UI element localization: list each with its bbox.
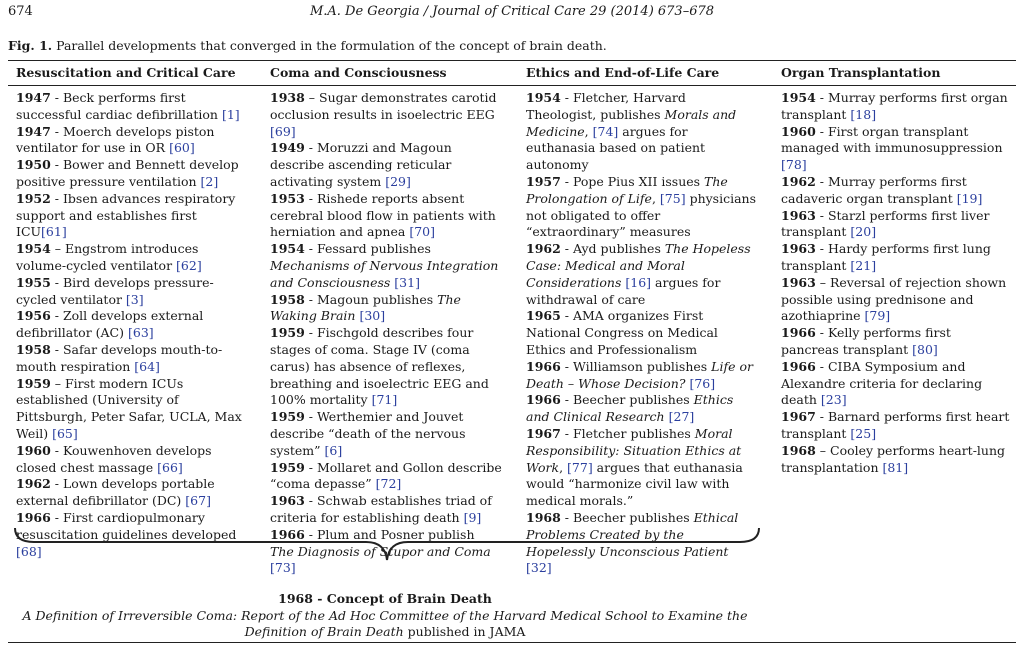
reference-link[interactable]: [70]: [409, 224, 435, 240]
entry-separator: -: [815, 241, 828, 257]
reference-link[interactable]: [29]: [385, 173, 411, 189]
entry-year: 1957: [526, 173, 561, 189]
entry-separator: -: [815, 207, 828, 223]
entry-separator: -: [50, 190, 63, 206]
entry-separator: -: [304, 459, 317, 475]
entry-text: Reversal of rejection shown possible using prednisone and azothiaprine: [781, 274, 1007, 324]
entry-text: Zoll develops external defibrillator (AC): [16, 308, 204, 341]
entry-separator: –: [815, 442, 830, 458]
reference-link[interactable]: [71]: [371, 392, 398, 408]
timeline-entry: [781, 275, 1011, 325]
entry-year: 1965: [526, 308, 561, 324]
entry-text: Ayd publishes: [572, 241, 665, 257]
timeline-entry: [270, 90, 502, 140]
entry-year: 1954: [270, 241, 305, 257]
reference-link[interactable]: [68]: [16, 543, 42, 559]
entry-separator: -: [304, 325, 317, 341]
reference-link[interactable]: [62]: [176, 257, 202, 273]
entry-text: Lown develops portable external defibrillator (DC): [16, 476, 215, 509]
reference-link[interactable]: [69]: [270, 123, 296, 139]
entry-year: 1967: [781, 409, 816, 425]
entry-text: Williamson publishes: [572, 358, 712, 374]
timeline-entry: [781, 174, 1011, 208]
timeline-entry: [781, 359, 1011, 409]
figure-label: Fig. 1.: [8, 38, 53, 53]
entry-year: 1968: [781, 442, 816, 458]
entry-separator: -: [815, 409, 828, 425]
entry-text: Engstrom introduces volume-cycled ventilator: [16, 241, 199, 273]
column-coma: [270, 90, 502, 577]
reference-link[interactable]: [18]: [850, 106, 877, 122]
timeline-entry: [526, 174, 756, 241]
entry-year: 1959: [270, 459, 305, 475]
reference-link[interactable]: [74]: [592, 123, 619, 139]
concept-subtitle-tail: published in JAMA: [403, 624, 526, 639]
timeline-entry: [526, 392, 756, 426]
entry-separator: -: [304, 291, 317, 307]
entry-separator: -: [50, 274, 63, 290]
entry-text: Fischgold describes four stages of coma. Stage IV (coma carus) has absence of reflexes, breathing and isoelectric EEG and 100% mortality: [270, 325, 489, 408]
entry-year: 1958: [270, 291, 305, 307]
reference-link[interactable]: [2]: [200, 173, 219, 189]
column-heading-transplantation: Organ Transplantation: [781, 65, 941, 80]
reference-link[interactable]: [30]: [359, 308, 386, 324]
timeline-entry: [16, 157, 248, 191]
entry-separator: -: [815, 173, 828, 189]
reference-link[interactable]: [23]: [820, 392, 847, 408]
entry-text: Beecher publishes: [572, 392, 694, 408]
entry-text: Schwab establishes triad of criteria for establishing death: [270, 493, 492, 525]
entry-text: ,: [559, 459, 568, 475]
entry-separator: -: [815, 123, 828, 139]
timeline-entry: [781, 90, 1011, 124]
entry-text: Fessard publishes: [316, 241, 431, 257]
entry-text: First modern ICUs established (University of Pittsburgh, Peter Safar, UCLA, Max Weil): [16, 375, 242, 441]
entry-text: Safar develops mouth-to-mouth respiration: [16, 341, 223, 374]
timeline-entry: [270, 191, 502, 241]
entry-year: 1963: [781, 241, 816, 257]
entry-year: 1962: [16, 476, 51, 492]
entry-text: Starzl performs first liver transplant: [781, 207, 990, 240]
entry-year: 1966: [270, 526, 305, 542]
table-rule-bottom: [8, 642, 1016, 643]
entry-text: ,: [651, 190, 660, 206]
publication-title: Ethical Problems Created by the Hopelessly Unconscious Patient: [526, 509, 739, 559]
timeline-entry: [16, 124, 248, 158]
entry-text: Hardy performs first lung transplant: [781, 241, 991, 273]
entry-separator: -: [815, 325, 828, 341]
timeline-entry: [526, 308, 756, 358]
entry-year: 1954: [16, 241, 51, 257]
entry-text: Bird develops pressure-cycled ventilator: [16, 274, 214, 307]
entry-text: First cardiopulmonary resuscitation guidelines developed: [16, 509, 237, 542]
reference-link[interactable]: [65]: [52, 425, 78, 441]
reference-link[interactable]: [21]: [850, 257, 877, 273]
entry-text: CIBA Symposium and Alexandre criteria for declaring death: [781, 358, 983, 408]
timeline-entry: [16, 90, 248, 124]
publication-title: Moral Responsibility: Situation Ethics at Work: [526, 425, 742, 475]
timeline-entry: [781, 409, 1011, 443]
entry-year: 1947: [16, 123, 51, 139]
reference-link[interactable]: [75]: [659, 190, 686, 206]
timeline-entry: [16, 191, 248, 241]
entry-text: Mollaret and Gollon describe “coma depasse”: [270, 459, 502, 492]
reference-link[interactable]: [63]: [127, 325, 154, 341]
entry-text: argues for euthanasia based on patient autonomy: [526, 123, 706, 173]
entry-year: 1955: [16, 274, 51, 290]
entry-text: Moruzzi and Magoun describe ascending reticular activating system: [270, 140, 452, 189]
publication-title: The Hopeless Case: Medical and Moral Considerations: [526, 241, 751, 290]
reference-link[interactable]: [72]: [375, 476, 402, 492]
timeline-entry: [526, 426, 756, 510]
entry-year: 1947: [16, 90, 51, 105]
timeline-entry: [781, 241, 1011, 275]
entry-text: Murray performs first organ transplant: [781, 90, 1008, 122]
reference-link[interactable]: [27]: [668, 409, 695, 425]
publication-title: Morals and Medicine: [526, 106, 737, 139]
reference-link[interactable]: [78]: [781, 157, 807, 173]
entry-separator: -: [560, 173, 573, 189]
reference-link[interactable]: [73]: [270, 560, 296, 576]
column-heading-resuscitation: Resuscitation and Critical Care: [16, 65, 236, 80]
timeline-entry: [16, 443, 248, 477]
entry-year: 1959: [16, 375, 51, 391]
table-rule-top: [8, 60, 1016, 61]
timeline-entry: [781, 443, 1011, 477]
timeline-entry: [526, 241, 756, 308]
entry-year: 1968: [526, 509, 561, 525]
reference-link[interactable]: [19]: [956, 190, 983, 206]
entry-text: Rishede reports absent cerebral blood flow in patients with herniation and apnea: [270, 190, 496, 240]
entry-text: physicians not obligated to offer “extraordinary” measures: [526, 190, 757, 240]
publication-title: Ethics and Clinical Research: [526, 392, 734, 425]
reference-link[interactable]: [60]: [169, 140, 195, 156]
entry-text: Ibsen advances respiratory support and establishes first ICU: [16, 190, 236, 240]
entry-separator: -: [50, 90, 63, 105]
reference-link[interactable]: [81]: [882, 459, 909, 475]
entry-year: 1966: [526, 392, 561, 408]
timeline-entry: [16, 241, 248, 275]
entry-text: Fletcher publishes: [572, 425, 695, 441]
entry-year: 1938: [270, 90, 305, 105]
entry-year: 1953: [270, 190, 305, 206]
entry-year: 1962: [526, 241, 561, 257]
figure-caption: [8, 38, 607, 53]
reference-link[interactable]: [61]: [41, 224, 67, 240]
entry-year: 1963: [781, 274, 816, 290]
entry-text: Plum and Posner publish: [316, 526, 475, 542]
entry-separator: -: [50, 341, 63, 357]
reference-link[interactable]: [16]: [625, 274, 652, 290]
reference-link[interactable]: [79]: [864, 308, 891, 324]
entry-text: Fletcher, Harvard Theologist, publishes: [526, 90, 686, 122]
reference-link[interactable]: [9]: [463, 509, 482, 525]
entry-separator: -: [304, 493, 317, 509]
entry-separator: –: [50, 375, 65, 391]
timeline-entry: [270, 493, 502, 527]
entry-text: First organ transplant managed with immunosuppression: [781, 123, 1003, 156]
concept-subtitle: [0, 608, 770, 641]
timeline-entry: [270, 409, 502, 459]
converging-brace: [14, 526, 760, 562]
timeline-entry: [16, 275, 248, 309]
entry-year: 1966: [526, 358, 561, 374]
reference-link[interactable]: [3]: [125, 291, 144, 307]
timeline-entry: [16, 342, 248, 376]
entry-separator: –: [815, 274, 830, 290]
column-resuscitation: [16, 90, 248, 560]
column-heading-ethics: Ethics and End-of-Life Care: [526, 65, 720, 80]
reference-link[interactable]: [64]: [134, 358, 160, 374]
entry-text: Kouwenhoven develops closed chest massage: [16, 442, 212, 475]
reference-link[interactable]: [20]: [850, 224, 877, 240]
entry-separator: -: [560, 358, 573, 374]
entry-separator: -: [304, 241, 317, 257]
entry-text: Murray performs first cadaveric organ transplant: [781, 173, 967, 206]
entry-text: Werthemier and Jouvet describe “death of the nervous system”: [270, 409, 466, 458]
entry-separator: -: [560, 509, 573, 525]
entry-separator: –: [50, 241, 65, 257]
reference-link[interactable]: [25]: [850, 425, 877, 441]
entry-year: 1949: [270, 140, 305, 156]
running-header: M.A. De Georgia / Journal of Critical Care 29 (2014) 673–678: [309, 4, 715, 19]
entry-separator: -: [50, 123, 63, 139]
entry-text: Sugar demonstrates carotid occlusion results in isoelectric EEG: [270, 90, 497, 122]
entry-text: Cooley performs heart-lung transplantation: [781, 442, 1006, 475]
entry-year: 1963: [270, 493, 305, 509]
timeline-entry: [781, 208, 1011, 242]
entry-separator: –: [304, 90, 319, 105]
concept-subtitle-italic: A Definition of Irreversible Coma: Report of the Ad Hoc Committee of the Harvard Medical School to Examine the Definition of Brain Death: [22, 607, 748, 639]
publication-title: The Diagnosis of Stupor and Coma: [270, 543, 491, 559]
entry-separator: -: [560, 241, 573, 257]
reference-link[interactable]: [76]: [689, 375, 716, 391]
reference-link[interactable]: [66]: [157, 459, 183, 475]
reference-link[interactable]: [67]: [185, 493, 211, 509]
entry-separator: -: [50, 509, 63, 525]
timeline-entry: [16, 308, 248, 342]
entry-text: Pope Pius XII issues: [572, 173, 705, 189]
entry-text: Moerch develops piston ventilator for use in OR: [16, 123, 215, 156]
column-transplantation: [781, 90, 1011, 476]
entry-text: Barnard performs first heart transplant: [781, 409, 1010, 441]
entry-year: 1959: [270, 325, 305, 341]
entry-separator: -: [50, 476, 63, 492]
entry-year: 1960: [16, 442, 51, 458]
timeline-entry: [526, 359, 756, 393]
timeline-entry: [781, 124, 1011, 174]
timeline-entry: [781, 325, 1011, 359]
entry-year: 1966: [781, 325, 816, 341]
reference-link[interactable]: [1]: [221, 106, 240, 122]
entry-text: ,: [584, 123, 593, 139]
entry-separator: -: [560, 392, 573, 408]
entry-separator: -: [304, 526, 317, 542]
entry-text: Magoun publishes: [316, 291, 438, 307]
publication-title: Mechanisms of Nervous Integration and Consciousness: [270, 257, 499, 290]
entry-separator: -: [50, 157, 63, 173]
entry-text: Kelly performs first pancreas transplant: [781, 325, 951, 357]
entry-separator: -: [304, 140, 317, 156]
entry-year: 1966: [781, 358, 816, 374]
entry-year: 1962: [781, 173, 816, 189]
publication-title: The Waking Brain: [270, 291, 461, 324]
concept-title: 1968 - Concept of Brain Death: [278, 591, 492, 606]
column-heading-coma: Coma and Consciousness: [270, 65, 447, 80]
entry-separator: -: [815, 90, 828, 105]
entry-separator: -: [304, 190, 317, 206]
entry-text: AMA organizes First National Congress on Medical Ethics and Professionalism: [526, 308, 718, 357]
reference-link[interactable]: [6]: [324, 442, 343, 458]
timeline-entry: [270, 140, 502, 190]
publication-title: The Prolongation of Life: [526, 173, 728, 206]
entry-year: 1950: [16, 157, 51, 173]
timeline-entry: [16, 376, 248, 443]
timeline-entry: [526, 90, 756, 174]
reference-link[interactable]: [31]: [394, 274, 420, 290]
timeline-entry: [270, 325, 502, 409]
entry-year: 1959: [270, 409, 305, 425]
entry-text: Beecher publishes: [572, 509, 694, 525]
column-ethics: [526, 90, 756, 577]
page-number: 674: [8, 4, 33, 19]
entry-year: 1966: [16, 509, 51, 525]
reference-link[interactable]: [77]: [567, 459, 593, 475]
entry-text: argues that euthanasia would “harmonize civil law with medical morals.”: [526, 459, 743, 509]
timeline-entry: [270, 241, 502, 291]
entry-year: 1958: [16, 341, 51, 357]
entry-year: 1956: [16, 308, 51, 324]
entry-text: argues for withdrawal of care: [526, 274, 721, 307]
brain-death-concept: [0, 591, 770, 641]
entry-separator: -: [560, 90, 573, 105]
entry-year: 1954: [526, 90, 561, 105]
reference-link[interactable]: [80]: [912, 341, 938, 357]
entry-separator: -: [50, 308, 63, 324]
entry-year: 1967: [526, 425, 561, 441]
timeline-entry: [270, 460, 502, 494]
entry-separator: -: [560, 308, 573, 324]
entry-year: 1963: [781, 207, 816, 223]
table-rule-header: [8, 85, 1016, 86]
entry-text: Beck performs first successful cardiac defibrillation: [16, 90, 222, 122]
figure-caption-text: Parallel developments that converged in the formulation of the concept of brain death.: [56, 38, 607, 53]
publication-title: Life or Death – Whose Decision?: [526, 358, 753, 391]
reference-link[interactable]: [32]: [526, 560, 552, 576]
entry-text: Bower and Bennett develop positive pressure ventilation: [16, 157, 239, 189]
entry-year: 1952: [16, 190, 51, 206]
timeline-entry: [270, 292, 502, 326]
timeline-entry: [16, 476, 248, 510]
entry-separator: -: [304, 409, 317, 425]
entry-separator: -: [50, 442, 63, 458]
entry-year: 1954: [781, 90, 816, 105]
entry-separator: -: [815, 358, 828, 374]
entry-year: 1960: [781, 123, 816, 139]
entry-separator: -: [560, 425, 573, 441]
